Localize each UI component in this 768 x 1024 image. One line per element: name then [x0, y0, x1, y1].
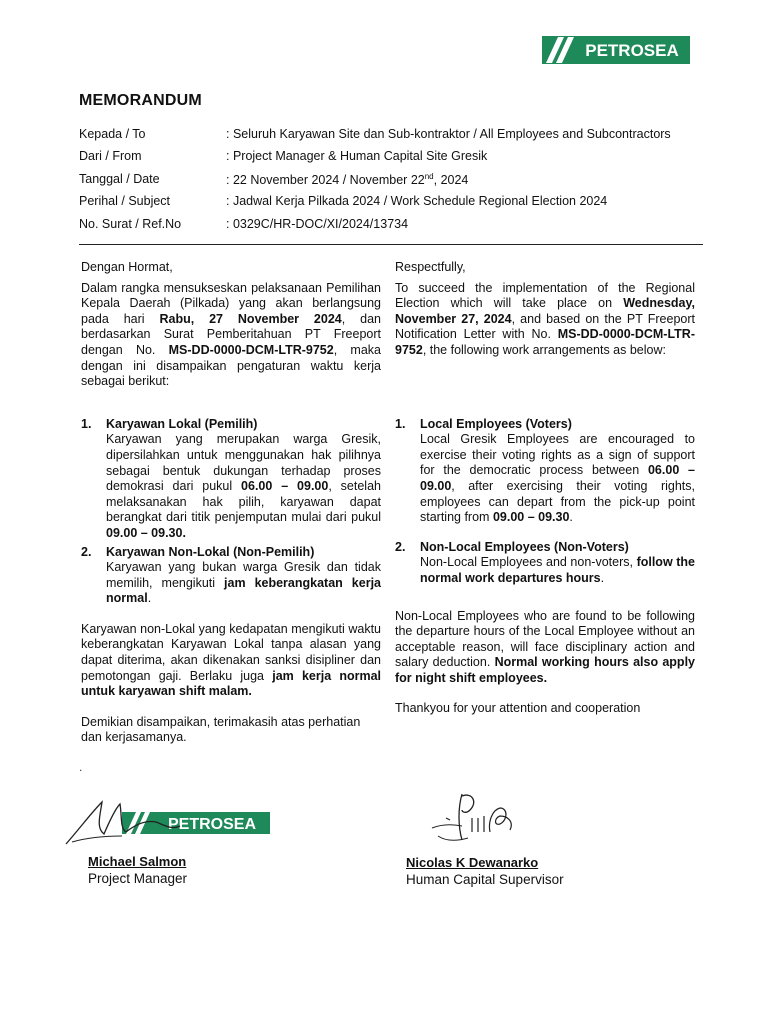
- bold-text-run: MS-DD-0000-DCM-LTR-9752: [395, 327, 695, 357]
- bold-text-run: 09.00 – 09.30: [492, 510, 570, 525]
- text-run: .: [147, 591, 152, 606]
- bold-text-run: Rabu, 27 November 2024: [159, 311, 342, 326]
- item-heading: Karyawan Lokal (Pemilih): [106, 416, 258, 431]
- signatory-2: [406, 855, 564, 887]
- bold-text-run: Wednesday, November 27, 2024: [395, 296, 695, 326]
- text-run: .: [600, 570, 605, 585]
- header-value: : Project Manager & Human Capital Site Gresik: [226, 149, 488, 163]
- header-row-from: [79, 149, 719, 167]
- greeting: Respectfully,: [395, 260, 466, 274]
- bold-text-run: Normal working hours also apply for night shift employees.: [395, 655, 695, 685]
- header-label: Kepada / To: [79, 127, 146, 141]
- bold-text-run: 06.00 – 09.00: [420, 463, 695, 493]
- item-heading: Local Employees (Voters): [420, 416, 572, 431]
- bold-text-run: jam kerja normal untuk karyawan shift malam.: [81, 668, 382, 699]
- item-heading: Karyawan Non-Lokal (Non-Pemilih): [106, 544, 315, 559]
- sanction-paragraph: [395, 609, 695, 687]
- signatory-name: Michael Salmon: [88, 854, 187, 869]
- signatory-1: [88, 854, 187, 886]
- header-divider: [79, 244, 703, 245]
- text-run: , maka dengan ini disampaikan pengaturan waktu kerja sebagai berikut:: [81, 342, 381, 389]
- header-row-to: [79, 127, 719, 145]
- bold-text-run: 06.00 – 09.00: [241, 479, 329, 494]
- item-body: [420, 432, 695, 526]
- column-english: [395, 260, 695, 717]
- text-run: , after exercising their voting rights, employees can depart from the pick-up point starting from: [420, 478, 695, 525]
- list-item-1: [81, 417, 381, 542]
- header-row-ref: [79, 217, 719, 235]
- header-value: : Seluruh Karyawan Site dan Sub-kontraktor / All Employees and Subcontractors: [226, 127, 671, 141]
- item-number: 2.: [81, 544, 92, 559]
- stamp-logo-text: PETROSEA: [167, 816, 257, 833]
- bold-text-run: follow the normal work departures hours: [420, 555, 696, 585]
- header-label: Tanggal / Date: [79, 172, 160, 186]
- header-value: : 0329C/HR-DOC/XI/2024/13734: [226, 217, 409, 231]
- header-value: : 22 November 2024 / November 22nd, 2024: [226, 172, 469, 188]
- text-run: To succeed the implementation of the Regional Election which will take place on: [395, 280, 695, 311]
- signatory-role: Human Capital Supervisor: [406, 872, 564, 887]
- closing-paragraph: Thankyou for your attention and cooperation: [395, 701, 641, 716]
- closing-paragraph: Demikian disampaikan, terimakasih atas perhatian dan kerjasamanya.: [81, 714, 361, 745]
- text-run: Non-Local Employees who are found to be following the departure hours of the Local Employee without an acceptable reason, will face disciplinary action and salary deduction.: [395, 608, 695, 670]
- header-row-date: [79, 172, 719, 190]
- logo-text: PETROSEA: [585, 41, 679, 60]
- text-run: Karyawan non-Lokal yang kedapatan mengikuti waktu keberangkatan Karyawan Lokal tanpa alasan yang dapat diterima, akan dikenakan sanksi disipliner dan pemotongan gaji. Berlaku juga: [81, 621, 381, 683]
- header-value: : Jadwal Kerja Pilkada 2024 / Work Schedule Regional Election 2024: [226, 194, 608, 208]
- signatory-name: Nicolas K Dewanarko: [406, 855, 539, 870]
- header-label: Perihal / Subject: [79, 194, 171, 208]
- sanction-paragraph: [81, 622, 381, 700]
- signature-2-image: [428, 788, 520, 850]
- item-body: [106, 432, 381, 541]
- petrosea-logo: [542, 36, 690, 64]
- bold-text-run: MS-DD-0000-DCM-LTR-9752: [168, 342, 334, 357]
- list-item-1: [395, 417, 695, 526]
- header-label: Dari / From: [79, 149, 142, 163]
- header-label: No. Surat / Ref.No: [79, 217, 182, 231]
- item-number: 2.: [395, 539, 406, 554]
- text-run: Dalam rangka mensukseskan pelaksanaan Pemilihan Kepala Daerah (Pilkada) yang akan berlangsung pada hari: [81, 280, 381, 326]
- item-number: 1.: [395, 416, 406, 431]
- text-run: Non-Local Employees and non-voters,: [420, 555, 637, 570]
- signatory-role: Project Manager: [88, 871, 188, 886]
- intro-paragraph: [81, 281, 381, 390]
- item-heading: Non-Local Employees (Non-Voters): [420, 539, 629, 554]
- document-title: MEMORANDUM: [79, 92, 202, 109]
- text-run: .: [569, 510, 573, 525]
- text-run: Karyawan yang bukan warga Gresik dan tidak memilih, mengikuti: [106, 560, 381, 590]
- text-run: , the following work arrangements as below:: [422, 342, 666, 357]
- signature-1-image: [62, 798, 272, 848]
- intro-paragraph: [395, 281, 695, 359]
- list-item-2: [81, 545, 381, 607]
- stray-mark: .: [79, 760, 83, 774]
- text-run: , setelah melaksanakan hak pilih, karyawan dapat berangkat dari titik penjemputan mulai dari pukul: [106, 479, 381, 525]
- text-run: Karyawan yang merupakan warga Gresik, dipersilahkan untuk menggunakan hak pilihnya sebagai bentuk dukungan terhadap proses demokrasi dari pukul: [106, 432, 381, 494]
- bold-text-run: jam keberangkatan kerja normal: [106, 575, 381, 606]
- text-run: Local Gresik Employees are encouraged to exercise their voting rights as a sign of support for the democratic process between: [420, 432, 695, 478]
- column-indonesian: [81, 260, 381, 746]
- list-item-2: [395, 540, 695, 587]
- item-body: [420, 555, 695, 586]
- header-row-subject: [79, 194, 719, 212]
- item-body: [106, 560, 381, 607]
- text-run: , and based on the PT Freeport Notification Letter with No.: [395, 311, 695, 342]
- greeting: Dengan Hormat,: [81, 260, 173, 274]
- bold-text-run: 09.00 – 09.30.: [106, 525, 186, 540]
- text-run: , dan berdasarkan Surat Pemberitahuan PT Freeport dengan No.: [81, 311, 381, 357]
- item-number: 1.: [81, 416, 92, 431]
